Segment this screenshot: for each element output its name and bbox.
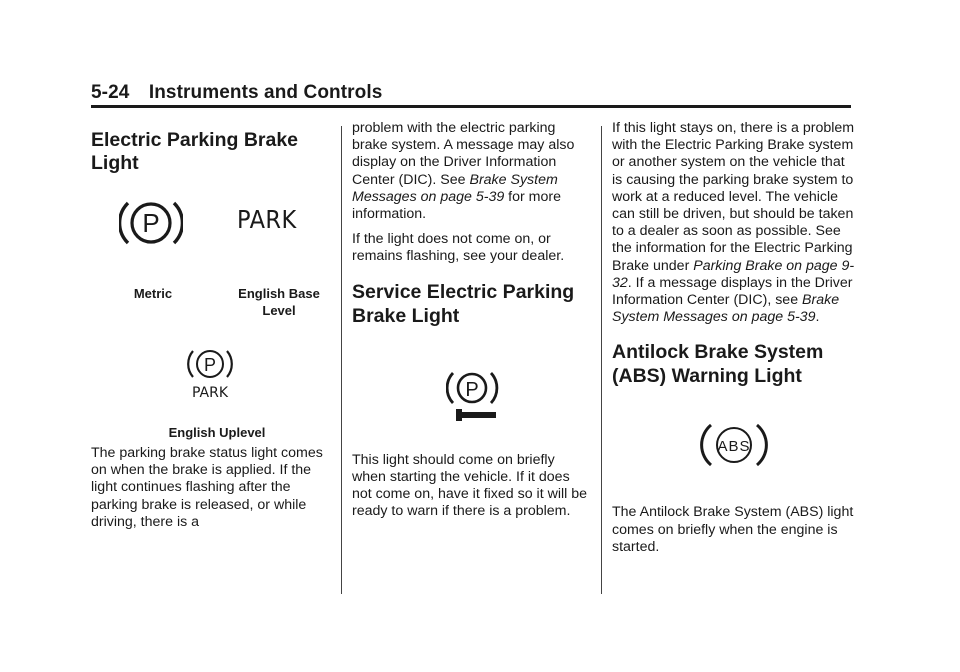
service-brake-figure <box>352 328 592 444</box>
paragraph-service-light: This light should come on briefly when starting the vehicle. If it does not come on, have it fixed so it will be ready to warn if there is a problem. <box>352 451 588 520</box>
heading-abs-warning: Antilock Brake System (ABS) Warning Light <box>612 341 824 388</box>
abs-warning-icon <box>699 420 769 470</box>
abs-label: ABS <box>717 438 751 456</box>
page-header <box>91 82 851 104</box>
header-rule <box>91 105 851 108</box>
page-number: 5-24 <box>91 82 130 103</box>
p-letter: P <box>142 208 160 238</box>
parking-brake-uplevel-icon <box>185 347 235 399</box>
caption-english-base-level: English Base Level <box>238 286 320 318</box>
paragraph-brake-problem: problem with the electric parking brake system. A message may also display on the Driver Information Center (DIC). See Brake System Messages on page 5-39 for more information. <box>352 120 575 223</box>
heading-service-parking-brake: Service Electric Parking Brake Light <box>352 280 575 327</box>
parking-brake-metric-icon <box>119 197 183 249</box>
parking-brake-figures <box>91 175 331 440</box>
section-title: Instruments and Controls <box>148 82 383 103</box>
header-title <box>91 82 851 104</box>
paragraph-abs-light: The Antilock Brake System (ABS) light comes on briefly when the engine is started. <box>612 504 854 555</box>
paragraph-see-dealer: If the light does not come on, or remains flashing, see your dealer. <box>352 231 565 265</box>
column-1 <box>91 120 331 539</box>
link-parking-brake[interactable]: Parking Brake on page 9-32 <box>612 257 855 291</box>
caption-english-uplevel: English Uplevel <box>168 425 266 440</box>
caption-metric: Metric <box>133 286 173 301</box>
column-2 <box>352 120 592 528</box>
link-brake-system-messages[interactable]: Brake System Messages on page 5-39 <box>352 171 558 205</box>
paragraph-reduced-level: If this light stays on, there is a problem with the Electric Parking Brake system or another system on the vehicle that is causing the parking brake system to work at a reduced level. The vehicle can still be driven, but should be taken to a dealer as soon as possible. See the information for the Electric Parking Brake under Parking Brake on page 9-32. If a message displays in the Driver Information Center (DIC), see Brake System Messages on page 5-39. <box>612 120 855 326</box>
abs-figure <box>612 388 857 500</box>
column-divider <box>341 126 342 594</box>
park-text-icon: PARK <box>237 205 297 234</box>
p-letter: P <box>203 355 217 375</box>
park-label: PARK <box>191 385 229 399</box>
column-3 <box>612 120 857 564</box>
link-brake-system-messages[interactable]: Brake System Messages on page 5-39 <box>612 292 840 326</box>
paragraph-status-light: The parking brake status light comes on when the brake is applied. If the light continues flashing after the parking brake is released, or while driving, there is a <box>91 445 323 530</box>
column-divider <box>601 126 602 594</box>
service-parking-brake-icon <box>446 368 506 424</box>
heading-electric-parking-brake: Electric Parking Brake Light <box>91 129 299 174</box>
p-letter: P <box>465 378 479 401</box>
